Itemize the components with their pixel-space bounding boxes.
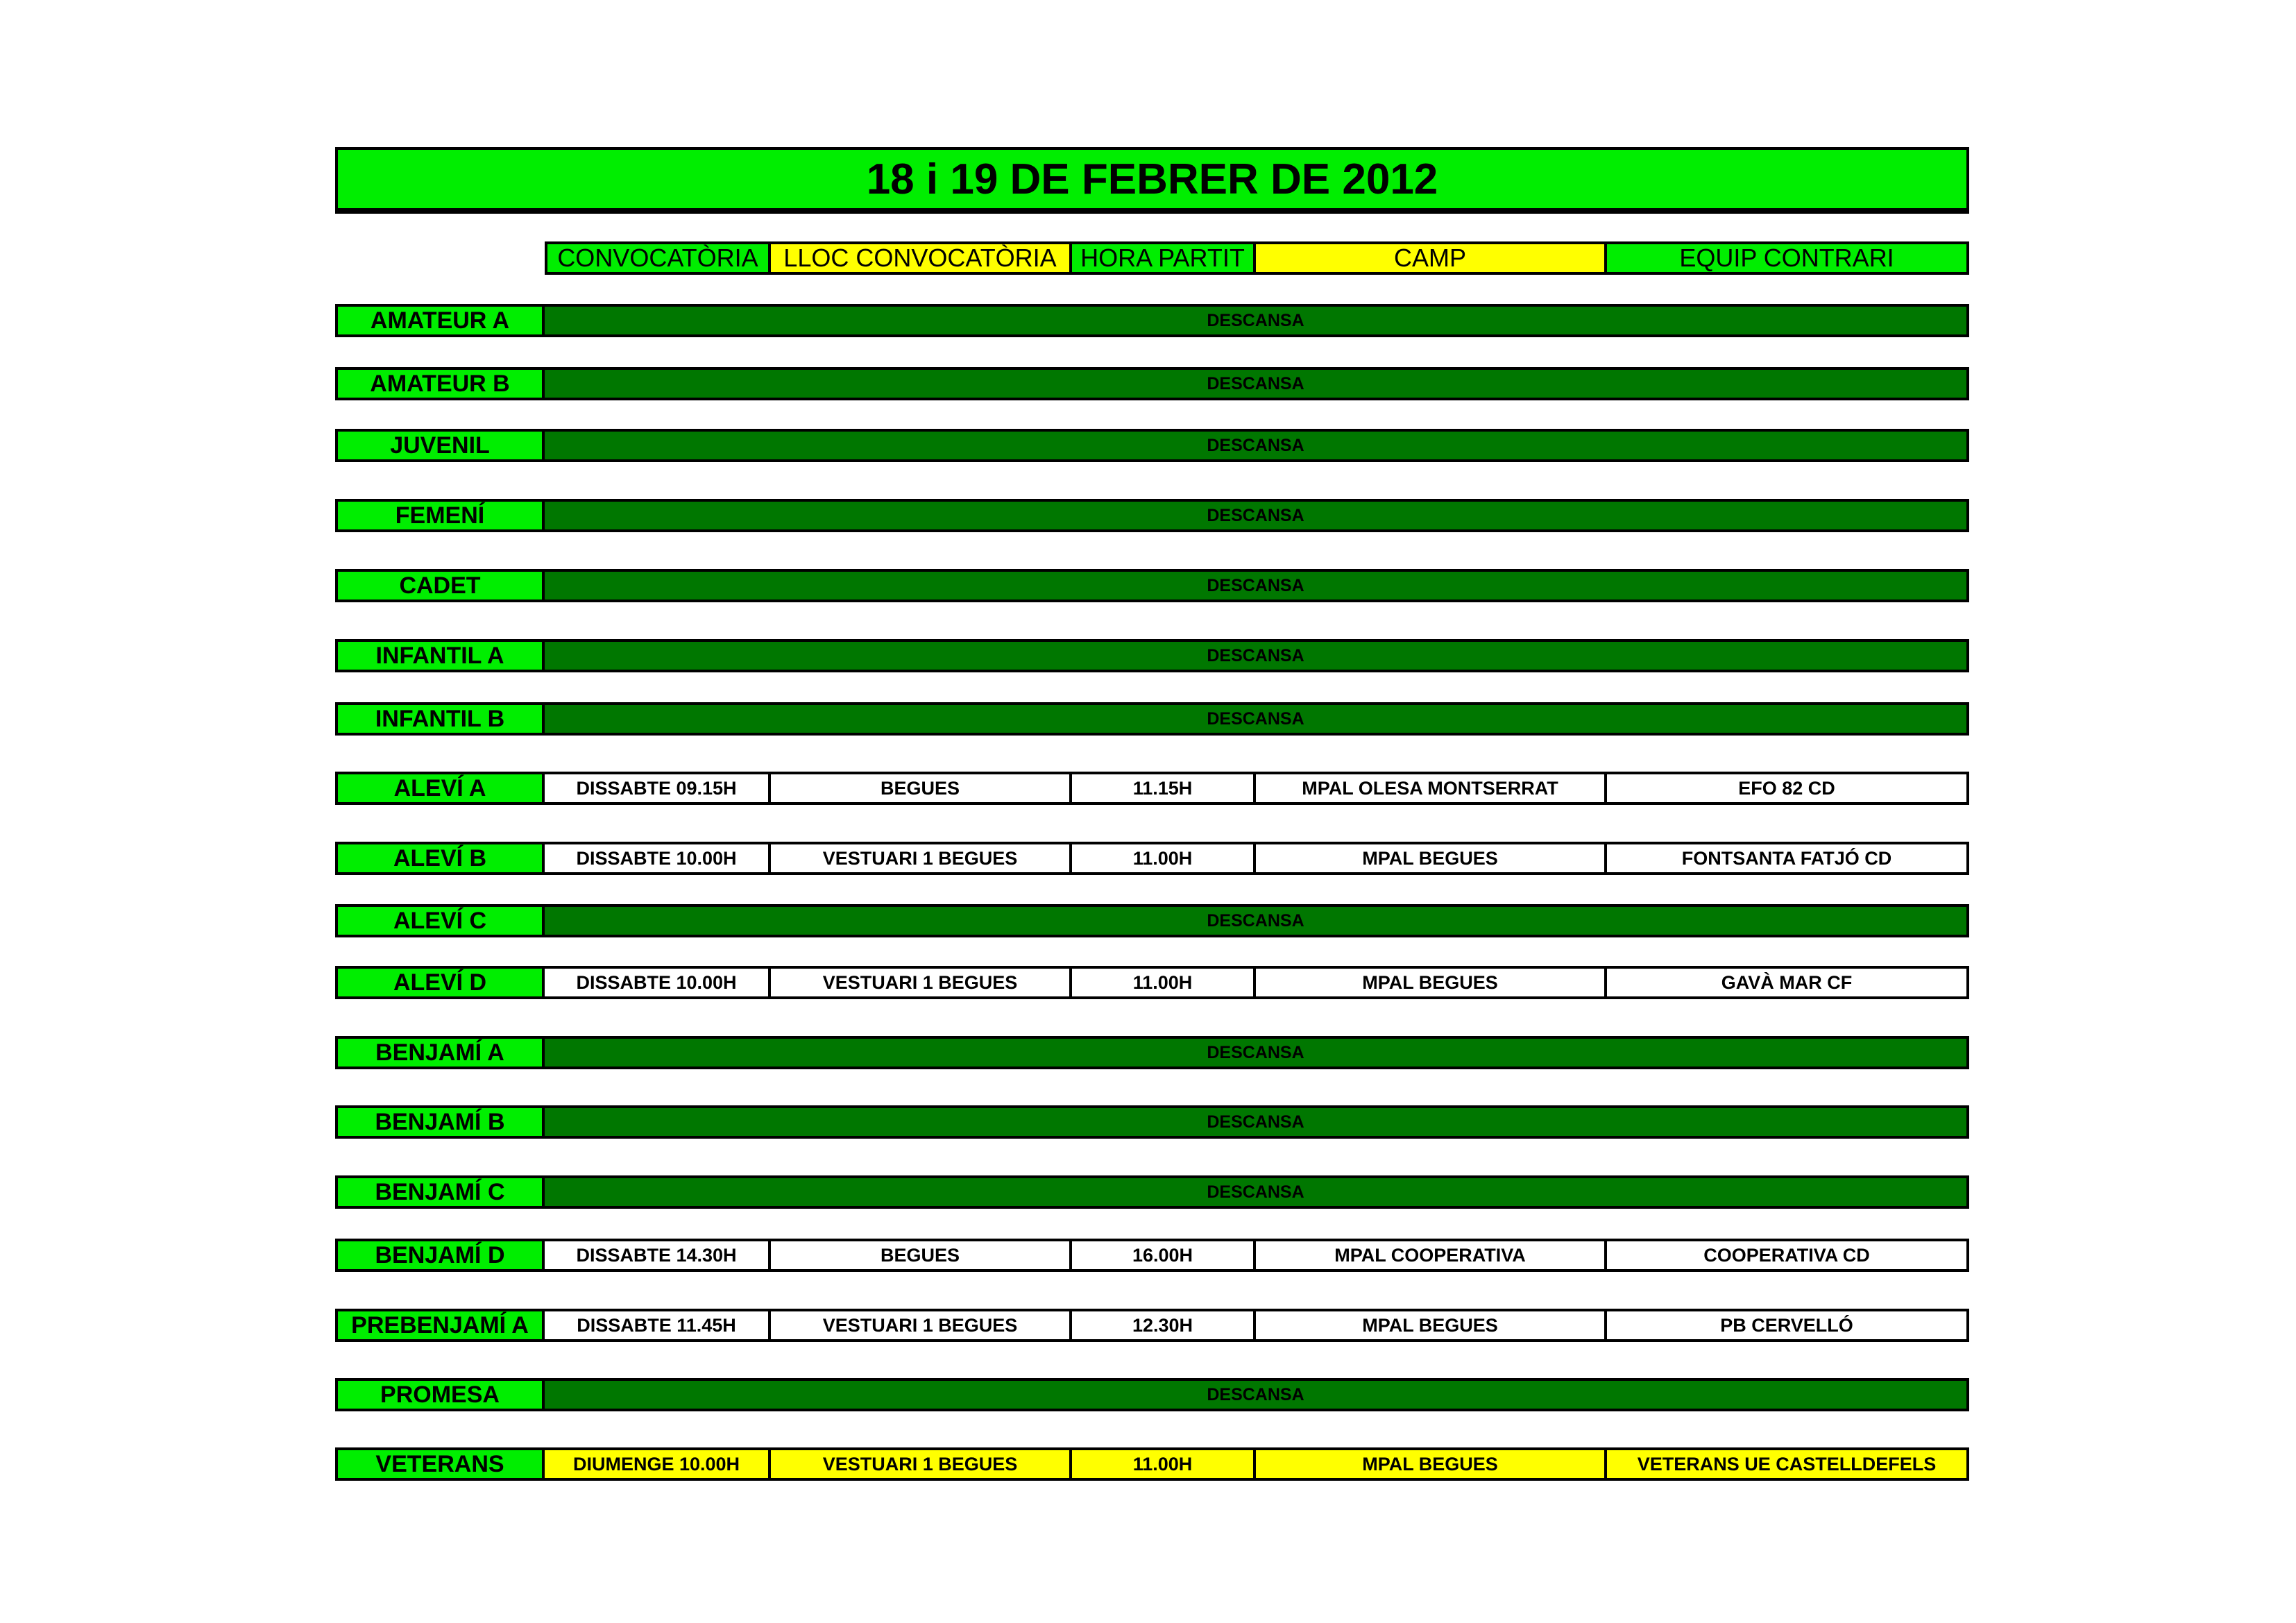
rest-status: DESCANSA <box>545 1175 1969 1209</box>
team-name: BENJAMÍ D <box>335 1239 545 1272</box>
table-row <box>335 772 1969 805</box>
cell-lloc-convocatoria: VESTUARI 1 BEGUES <box>771 1447 1072 1481</box>
cell-equip-contrari: GAVÀ MAR CF <box>1607 966 1969 999</box>
cell-camp: MPAL BEGUES <box>1256 966 1607 999</box>
team-name: BENJAMÍ B <box>335 1105 545 1139</box>
cell-equip-contrari: VETERANS UE CASTELLDEFELS <box>1607 1447 1969 1481</box>
table-row <box>335 639 1969 672</box>
cell-hora-partit: 11.15H <box>1072 772 1256 805</box>
cell-convocatoria: DIUMENGE 10.00H <box>545 1447 771 1481</box>
cell-convocatoria: DISSABTE 10.00H <box>545 842 771 875</box>
cell-lloc-convocatoria: VESTUARI 1 BEGUES <box>771 966 1072 999</box>
rest-status: DESCANSA <box>545 1105 1969 1139</box>
team-name: FEMENÍ <box>335 499 545 532</box>
team-name: PROMESA <box>335 1378 545 1411</box>
team-name: INFANTIL A <box>335 639 545 672</box>
rest-status: DESCANSA <box>545 702 1969 736</box>
table-row <box>335 966 1969 999</box>
cell-camp: MPAL BEGUES <box>1256 842 1607 875</box>
rest-status: DESCANSA <box>545 1378 1969 1411</box>
team-name: BENJAMÍ A <box>335 1036 545 1069</box>
cell-camp: MPAL OLESA MONTSERRAT <box>1256 772 1607 805</box>
cell-lloc-convocatoria: VESTUARI 1 BEGUES <box>771 1309 1072 1342</box>
table-row <box>335 304 1969 337</box>
column-headers <box>545 241 1969 275</box>
cell-camp: MPAL COOPERATIVA <box>1256 1239 1607 1272</box>
table-row <box>335 702 1969 736</box>
rest-status: DESCANSA <box>545 639 1969 672</box>
table-row <box>335 1239 1969 1272</box>
cell-hora-partit: 11.00H <box>1072 1447 1256 1481</box>
rest-status: DESCANSA <box>545 429 1969 462</box>
cell-convocatoria: DISSABTE 09.15H <box>545 772 771 805</box>
team-name: AMATEUR A <box>335 304 545 337</box>
team-name: PREBENJAMÍ A <box>335 1309 545 1342</box>
cell-camp: MPAL BEGUES <box>1256 1447 1607 1481</box>
team-name: BENJAMÍ C <box>335 1175 545 1209</box>
cell-hora-partit: 16.00H <box>1072 1239 1256 1272</box>
team-name: CADET <box>335 569 545 602</box>
cell-equip-contrari: PB CERVELLÓ <box>1607 1309 1969 1342</box>
rest-status: DESCANSA <box>545 1036 1969 1069</box>
team-name: JUVENIL <box>335 429 545 462</box>
cell-equip-contrari: EFO 82 CD <box>1607 772 1969 805</box>
rest-status: DESCANSA <box>545 304 1969 337</box>
table-row <box>335 1447 1969 1481</box>
cell-convocatoria: DISSABTE 11.45H <box>545 1309 771 1342</box>
cell-hora-partit: 11.00H <box>1072 966 1256 999</box>
table-row <box>335 842 1969 875</box>
cell-lloc-convocatoria: BEGUES <box>771 1239 1072 1272</box>
table-row <box>335 1036 1969 1069</box>
team-name: ALEVÍ C <box>335 904 545 937</box>
table-row <box>335 1105 1969 1139</box>
cell-convocatoria: DISSABTE 10.00H <box>545 966 771 999</box>
team-name: ALEVÍ A <box>335 772 545 805</box>
table-row <box>335 569 1969 602</box>
cell-camp: MPAL BEGUES <box>1256 1309 1607 1342</box>
team-name: VETERANS <box>335 1447 545 1481</box>
table-row <box>335 904 1969 937</box>
rest-status: DESCANSA <box>545 499 1969 532</box>
cell-equip-contrari: FONTSANTA FATJÓ CD <box>1607 842 1969 875</box>
rest-status: DESCANSA <box>545 569 1969 602</box>
cell-lloc-convocatoria: BEGUES <box>771 772 1072 805</box>
team-name: ALEVÍ B <box>335 842 545 875</box>
cell-hora-partit: 11.00H <box>1072 842 1256 875</box>
cell-lloc-convocatoria: VESTUARI 1 BEGUES <box>771 842 1072 875</box>
header-lloc-convocatoria: LLOC CONVOCATÒRIA <box>771 241 1072 275</box>
team-name: AMATEUR B <box>335 367 545 400</box>
table-row <box>335 1378 1969 1411</box>
team-name: ALEVÍ D <box>335 966 545 999</box>
cell-convocatoria: DISSABTE 14.30H <box>545 1239 771 1272</box>
rest-status: DESCANSA <box>545 904 1969 937</box>
rest-status: DESCANSA <box>545 367 1969 400</box>
table-row <box>335 1175 1969 1209</box>
table-row <box>335 367 1969 400</box>
header-convocatoria: CONVOCATÒRIA <box>545 241 771 275</box>
team-name: INFANTIL B <box>335 702 545 736</box>
table-row <box>335 499 1969 532</box>
cell-equip-contrari: COOPERATIVA CD <box>1607 1239 1969 1272</box>
page-title: 18 i 19 DE FEBRER DE 2012 <box>335 147 1969 211</box>
header-camp: CAMP <box>1256 241 1607 275</box>
table-row <box>335 1309 1969 1342</box>
cell-hora-partit: 12.30H <box>1072 1309 1256 1342</box>
header-equip-contrari: EQUIP CONTRARI <box>1607 241 1969 275</box>
header-hora-partit: HORA PARTIT <box>1072 241 1256 275</box>
table-row <box>335 429 1969 462</box>
